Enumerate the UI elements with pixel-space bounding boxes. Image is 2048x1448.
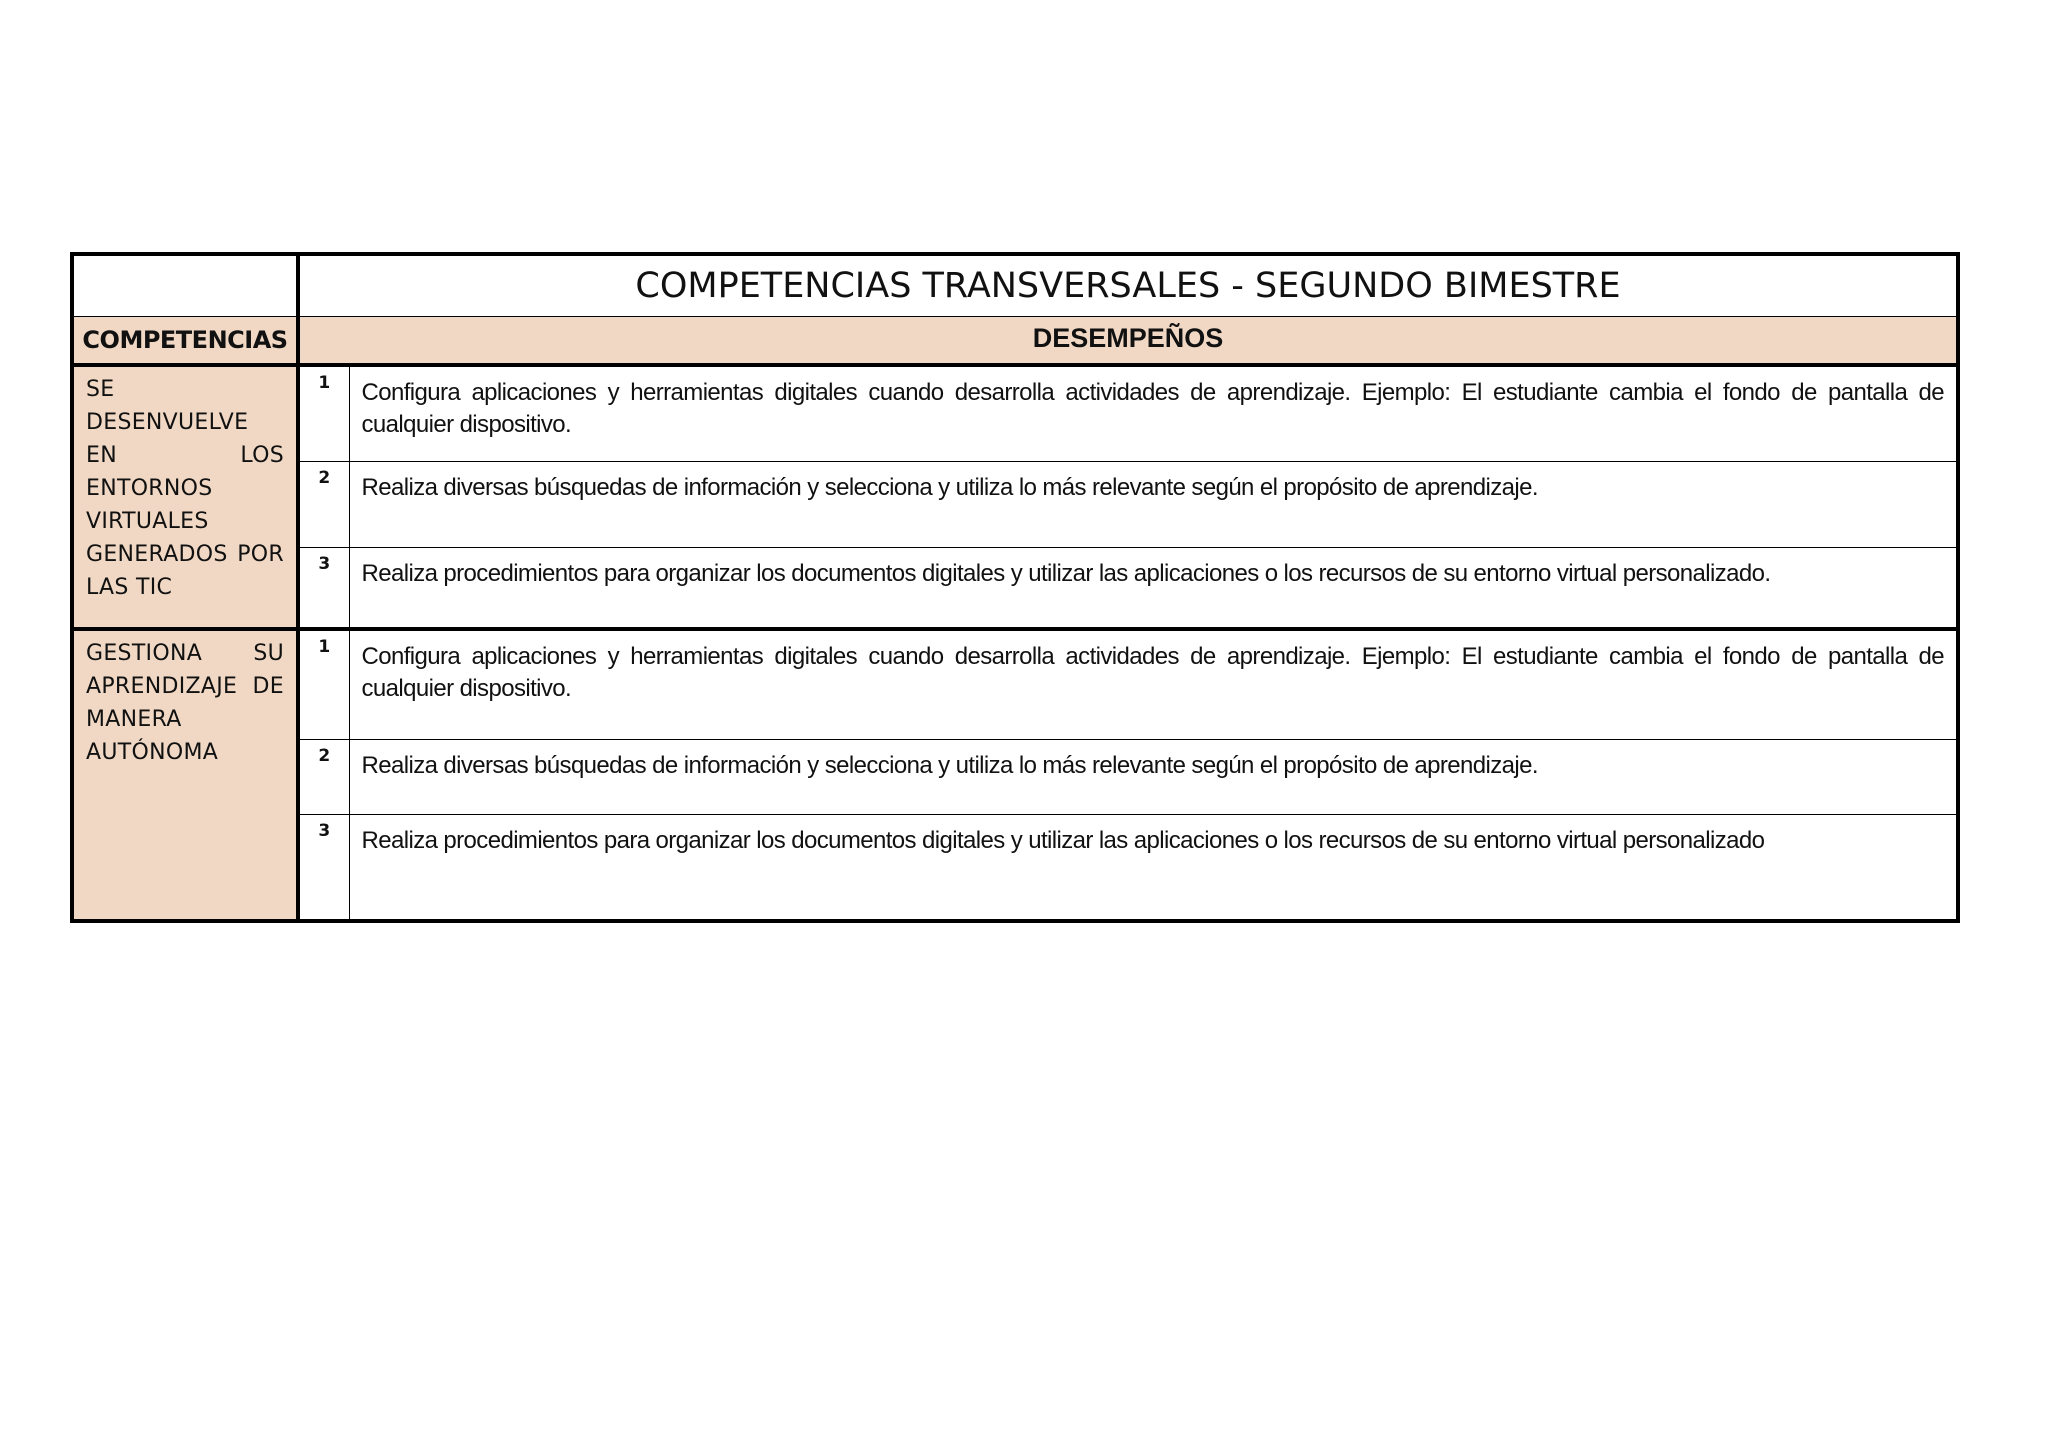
desempeno-number: 3: [298, 547, 349, 629]
desempenos-header: DESEMPEÑOS: [298, 317, 1958, 366]
table-row: [72, 547, 1958, 629]
table-row: [72, 365, 1958, 461]
desempeno-text-content: Realiza procedimientos para organizar los documentos digitales y utilizar las aplicaciones o los recursos de su entorno virtual personalizado: [361, 826, 1765, 854]
header-row: [72, 317, 1958, 366]
desempeno-text-content: Realiza diversas búsquedas de información y selecciona y utiliza lo más relevante según el propósito de aprendizaje.: [361, 473, 1538, 501]
empty-corner-cell: [72, 254, 298, 317]
desempeno-text: [349, 814, 1958, 921]
desempeno-text: [349, 365, 1958, 461]
table-row: [72, 739, 1958, 814]
competencias-header: COMPETENCIAS: [72, 317, 298, 366]
competencia-cell: SE DESENVUELVE EN LOS ENTORNOS VIRTUALES GENERADOS POR LAS TIC: [72, 365, 298, 629]
desempeno-text-content: Configura aplicaciones y herramientas digitales cuando desarrolla actividades de aprendizaje. Ejemplo: El estudiante cambia el fondo de pantalla de cualquier dispositivo.: [361, 643, 1945, 702]
desempeno-text: [349, 547, 1958, 629]
desempeno-number: 1: [298, 365, 349, 461]
desempeno-number: 2: [298, 461, 349, 547]
desempeno-text: [349, 629, 1958, 739]
desempeno-number: 2: [298, 739, 349, 814]
desempeno-text-content: Realiza procedimientos para organizar los documentos digitales y utilizar las aplicaciones o los recursos de su entorno virtual personalizado.: [361, 559, 1771, 587]
desempeno-text-content: Realiza diversas búsquedas de información y selecciona y utiliza lo más relevante según el propósito de aprendizaje.: [361, 751, 1538, 779]
table-row: [72, 629, 1958, 739]
competencia-cell: GESTIONA SU APRENDIZAJE DE MANERA AUTÓNOMA: [72, 629, 298, 921]
title-row: [72, 254, 1958, 317]
desempeno-number: 3: [298, 814, 349, 921]
competencias-table: [70, 252, 1960, 923]
desempeno-text: [349, 739, 1958, 814]
desempeno-text: [349, 461, 1958, 547]
table-row: [72, 461, 1958, 547]
desempeno-number: 1: [298, 629, 349, 739]
desempeno-text-content: Configura aplicaciones y herramientas digitales cuando desarrolla actividades de aprendizaje. Ejemplo: El estudiante cambia el fondo de pantalla de cualquier dispositivo.: [361, 379, 1945, 438]
table-row: [72, 814, 1958, 921]
table-title: COMPETENCIAS TRANSVERSALES - SEGUNDO BIMESTRE: [298, 254, 1958, 317]
